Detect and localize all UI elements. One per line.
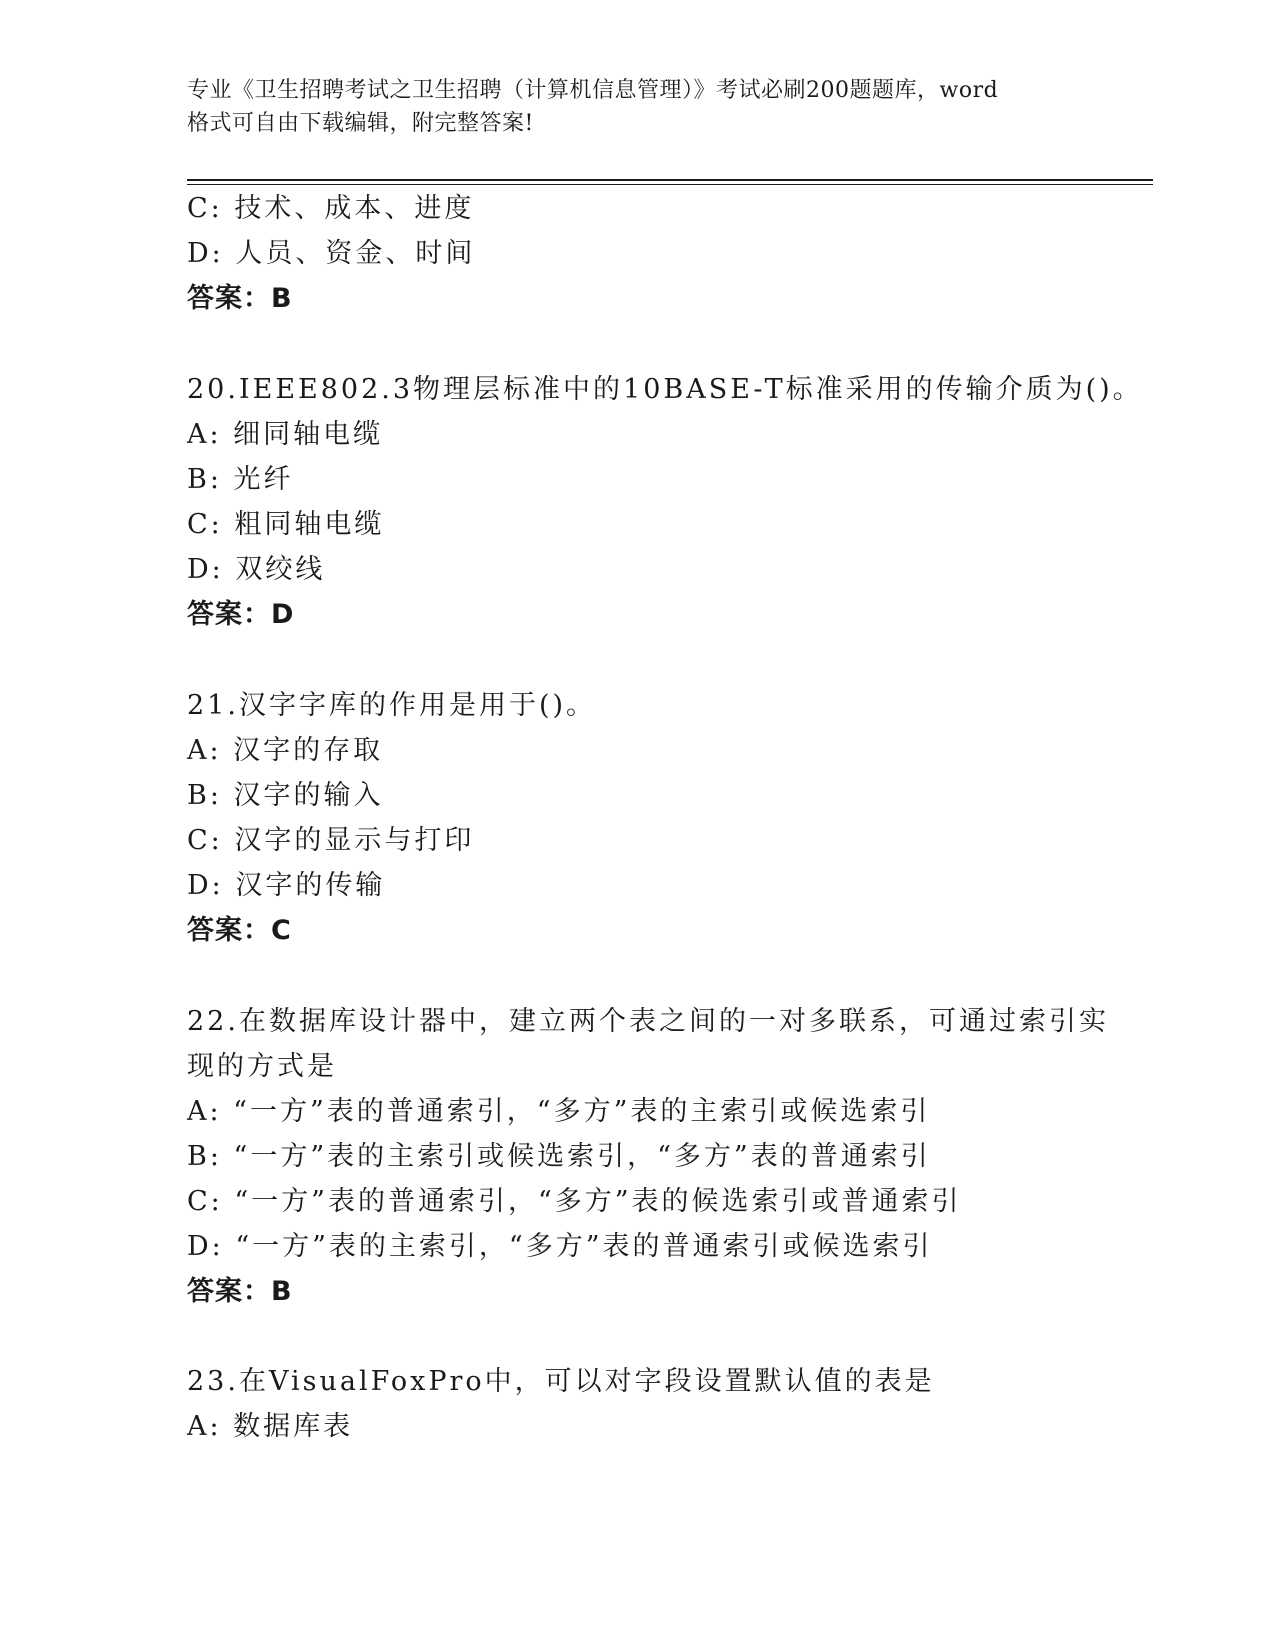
q21-option-c: C: 汉字的显示与打印 [187, 825, 475, 856]
q22-option-d: D: “一方”表的主索引，“多方”表的普通索引或候选索引 [187, 1231, 933, 1262]
q21-stem: 21.汉字字库的作用是用于()。 [187, 690, 597, 721]
q22-option-a: A: “一方”表的普通索引，“多方”表的主索引或候选索引 [187, 1096, 931, 1127]
q20-option-d: D: 双绞线 [187, 554, 326, 585]
q20-option-b: B: 光纤 [187, 464, 294, 495]
header-divider-thick [187, 179, 1153, 181]
q20-answer: 答案：D [187, 599, 295, 630]
q21-answer: 答案：C [187, 915, 292, 946]
q19-option-d: D: 人员、资金、时间 [187, 238, 476, 269]
document-header [187, 74, 1087, 140]
q19-answer: 答案：B [187, 283, 293, 314]
q20-option-a: A: 细同轴电缆 [187, 419, 384, 450]
header-title-line2: 格式可自由下载编辑，附完整答案! [187, 111, 534, 136]
q22-option-c: C: “一方”表的普通索引，“多方”表的候选索引或普通索引 [187, 1186, 962, 1217]
header-divider-thin [187, 184, 1153, 185]
q22-option-b: B: “一方”表的主索引或候选索引，“多方”表的普通索引 [187, 1141, 931, 1172]
q20-stem: 20.IEEE802.3物理层标准中的10BASE-T标准采用的传输介质为()。 [187, 374, 1143, 405]
q22-answer: 答案：B [187, 1276, 293, 1307]
q21-option-b: B: 汉字的输入 [187, 780, 384, 811]
q20-option-c: C: 粗同轴电缆 [187, 509, 385, 540]
q22-stem-line2: 现的方式是 [187, 1051, 337, 1082]
q22-stem-line1: 22.在数据库设计器中，建立两个表之间的一对多联系，可通过索引实 [187, 1006, 1109, 1037]
header-title-line1: 专业《卫生招聘考试之卫生招聘（计算机信息管理）》考试必刷200题题库，word [187, 78, 999, 103]
q19-option-c: C: 技术、成本、进度 [187, 193, 475, 224]
q23-stem: 23.在VisualFoxPro中，可以对字段设置默认值的表是 [187, 1366, 935, 1397]
q21-option-a: A: 汉字的存取 [187, 735, 384, 766]
q23-option-a: A: 数据库表 [187, 1411, 354, 1442]
q21-option-d: D: 汉字的传输 [187, 870, 386, 901]
